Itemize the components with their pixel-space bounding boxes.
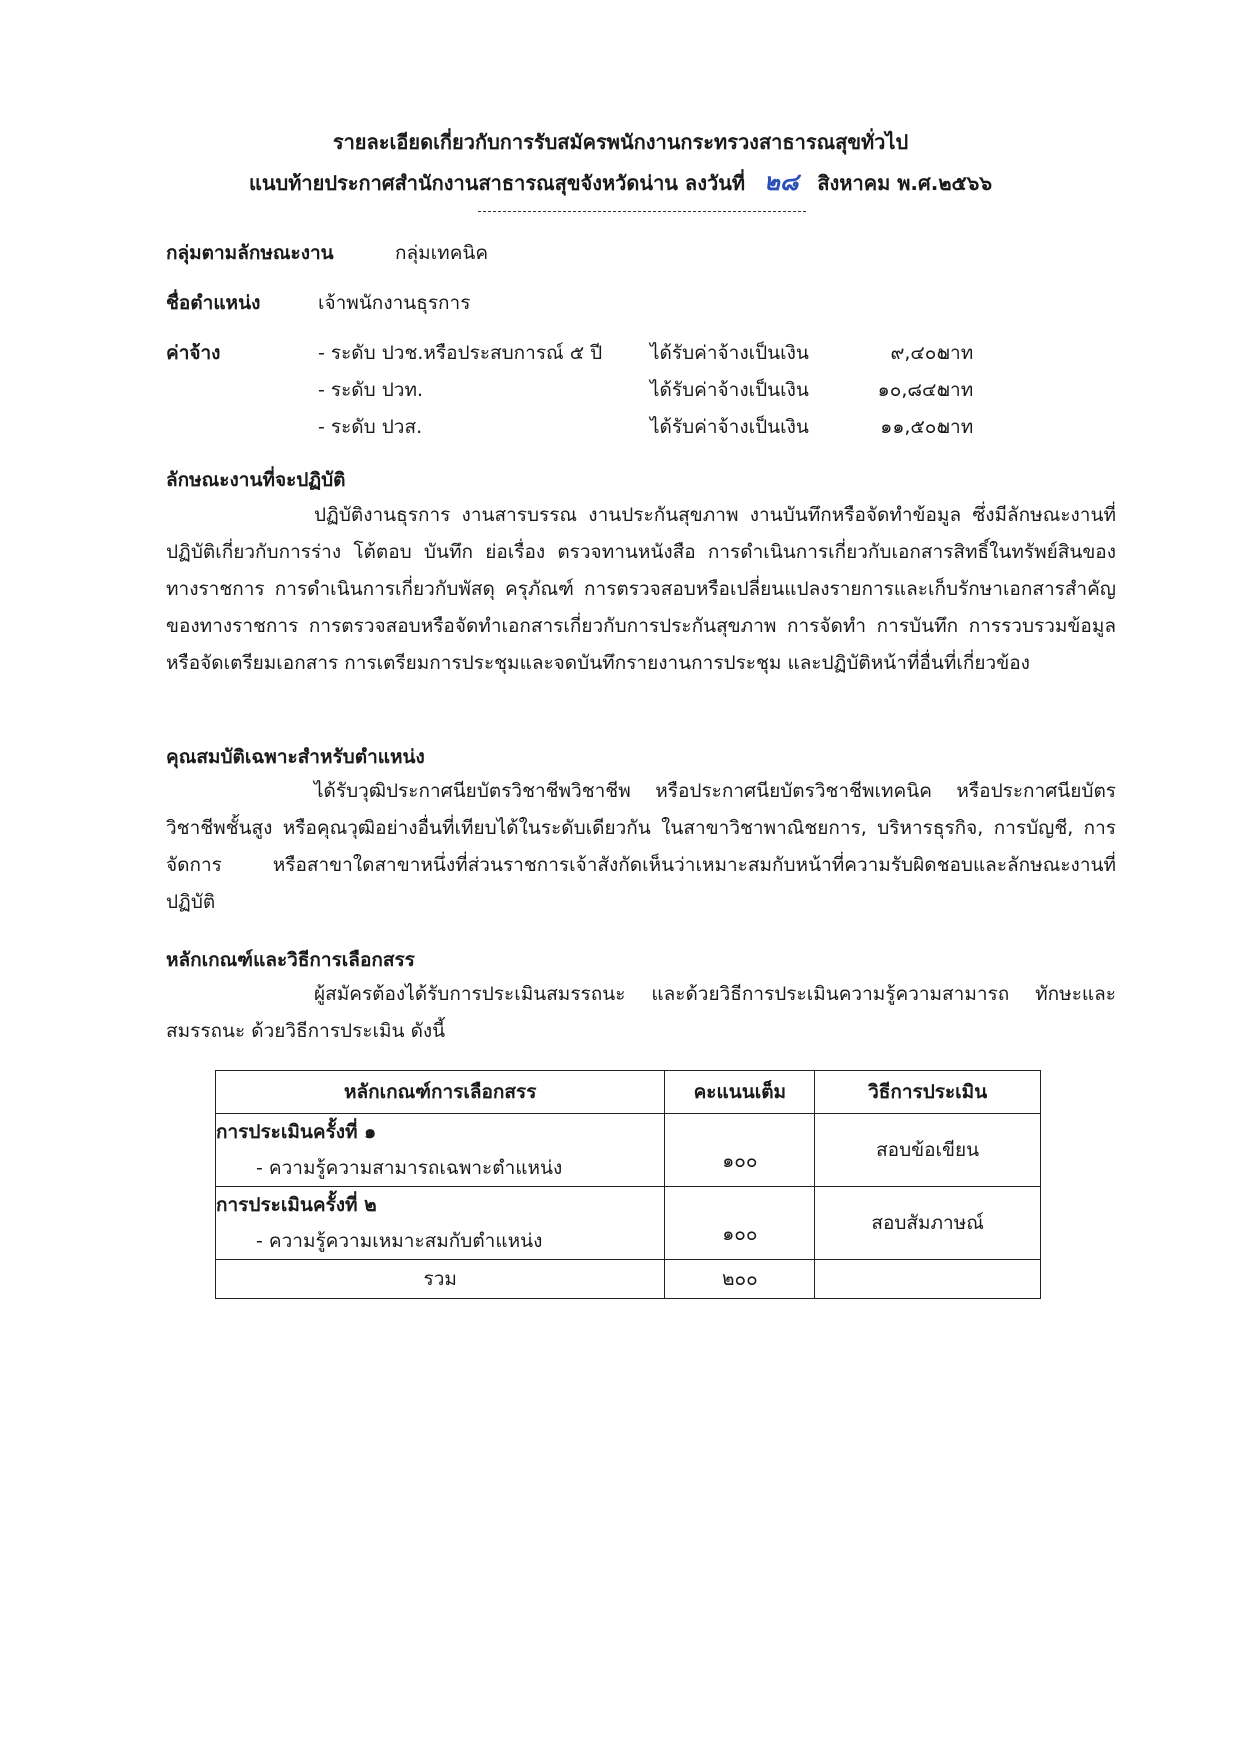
wage-amount: ๙,๔๐๐ [890,342,948,364]
document-title-line1: รายละเอียดเกี่ยวกับการรับสมัครพนักงานกระทรวงสาธารณสุขทั่วไป [332,130,909,154]
wage-level: - ระดับ ปวช.หรือประสบการณ์ ๕ ปี [318,342,603,364]
selection-criteria-table [215,1070,1041,1299]
title-divider [478,211,806,212]
position-label: ชื่อตำแหน่ง [166,292,261,314]
handwritten-day: ๒๘ [764,167,799,196]
header-criteria: หลักเกณฑ์การเลือกสรร [216,1071,665,1114]
wage-row [318,375,978,409]
round-title: การประเมินครั้งที่ ๑ [216,1121,377,1143]
wage-unit: บาท [938,416,974,438]
group-value: กลุ่มเทคนิค [395,242,489,264]
round-item: - ความรู้ความเหมาะสมกับตำแหน่ง [256,1230,543,1252]
total-method-empty [815,1260,1041,1299]
group-label: กลุ่มตามลักษณะงาน [166,242,334,264]
title-date-suffix: สิงหาคม พ.ศ.๒๕๖๖ [817,171,993,195]
wage-text: ได้รับค่าจ้างเป็นเงิน [650,342,809,364]
wage-label: ค่าจ้าง [166,342,221,364]
qualifications-body: ได้รับวุฒิประกาศนียบัตรวิชาชีพวิชาชีพ หรือประกาศนียบัตรวิชาชีพเทคนิค หรือประกาศนียบัตรวิชาชีพชั้นสูง หรือคุณวุฒิอย่างอื่นที่เทียบได้ในระดับเดียวกัน ในสาขาวิชาพาณิชยการ, บริหารธุรกิจ, การบัญชี, การจัดการ หรือสาขาใดสาขาหนึ่งที่ส่วนราชการเจ้าสังกัดเห็นว่าเหมาะสมกับหน้าที่ความรับผิดชอบและลักษณะงานที่ปฏิบัติ [166,780,1116,913]
wage-text: ได้รับค่าจ้างเป็นเงิน [650,416,809,438]
qualifications-paragraph [166,773,1116,921]
wage-row [318,412,978,446]
method-cell: สอบข้อเขียน [815,1114,1041,1187]
qualifications-heading: คุณสมบัติเฉพาะสำหรับตำแหน่ง [166,746,425,768]
selection-heading: หลักเกณฑ์และวิธีการเลือกสรร [166,949,415,971]
score-cell: ๑๐๐ [665,1187,815,1260]
wage-level: - ระดับ ปวส. [318,416,423,438]
round-title: การประเมินครั้งที่ ๒ [216,1194,377,1216]
criteria-cell [216,1114,665,1187]
table-row [216,1187,1041,1260]
wage-text: ได้รับค่าจ้างเป็นเงิน [650,379,809,401]
wage-unit: บาท [938,379,974,401]
total-score: ๒๐๐ [665,1260,815,1299]
wage-level: - ระดับ ปวท. [318,379,424,401]
wage-amount: ๑๑,๕๐๐ [880,416,948,438]
table-header-row [216,1071,1041,1114]
wage-unit: บาท [938,342,974,364]
score-cell: ๑๐๐ [665,1114,815,1187]
round-item: - ความรู้ความสามารถเฉพาะตำแหน่ง [256,1157,563,1179]
selection-paragraph [166,976,1116,1050]
duties-paragraph [166,497,1116,682]
table-total-row [216,1260,1041,1299]
duties-body: ปฏิบัติงานธุรการ งานสารบรรณ งานประกันสุขภาพ งานบันทึกหรือจัดทำข้อมูล ซึ่งมีลักษณะงานที่ปฏิบัติเกี่ยวกับการร่าง โต้ตอบ บันทึก ย่อเรื่อง ตรวจทานหนังสือ การดำเนินการเกี่ยวกับเอกสารสิทธิ์ในทรัพย์สินของทางราชการ การดำเนินการเกี่ยวกับพัสดุ ครุภัณฑ์ การตรวจสอบหรือเปลี่ยนแปลงรายการและเก็บรักษาเอกสารสำคัญของทางราชการ การตรวจสอบหรือจัดทำเอกสารเกี่ยวกับการประกันสุขภาพ การจัดทำ การบันทึก การรวบรวมข้อมูลหรือจัดเตรียมเอกสาร การเตรียมการประชุมและจดบันทึกรายงานการประชุม และปฏิบัติหน้าที่อื่นที่เกี่ยวข้อง [166,504,1116,674]
total-label: รวม [216,1260,665,1299]
wage-amount: ๑๐,๘๔๐ [877,379,948,401]
header-full-score: คะแนนเต็ม [665,1071,815,1114]
method-cell: สอบสัมภาษณ์ [815,1187,1041,1260]
title-date-prefix: แนบท้ายประกาศสำนักงานสาธารณสุขจังหวัดน่าน ลงวันที่ [248,171,746,195]
header-method: วิธีการประเมิน [815,1071,1041,1114]
document-title-line2 [0,162,1241,201]
position-value: เจ้าพนักงานธุรการ [318,292,471,314]
wage-row [318,338,978,372]
selection-body: ผู้สมัครต้องได้รับการประเมินสมรรถนะ และด้วยวิธีการประเมินความรู้ความสามารถ ทักษะและสมรรถนะ ด้วยวิธีการประเมิน ดังนี้ [166,983,1116,1042]
table-row [216,1114,1041,1187]
duties-heading: ลักษณะงานที่จะปฏิบัติ [166,469,346,491]
criteria-cell [216,1187,665,1260]
